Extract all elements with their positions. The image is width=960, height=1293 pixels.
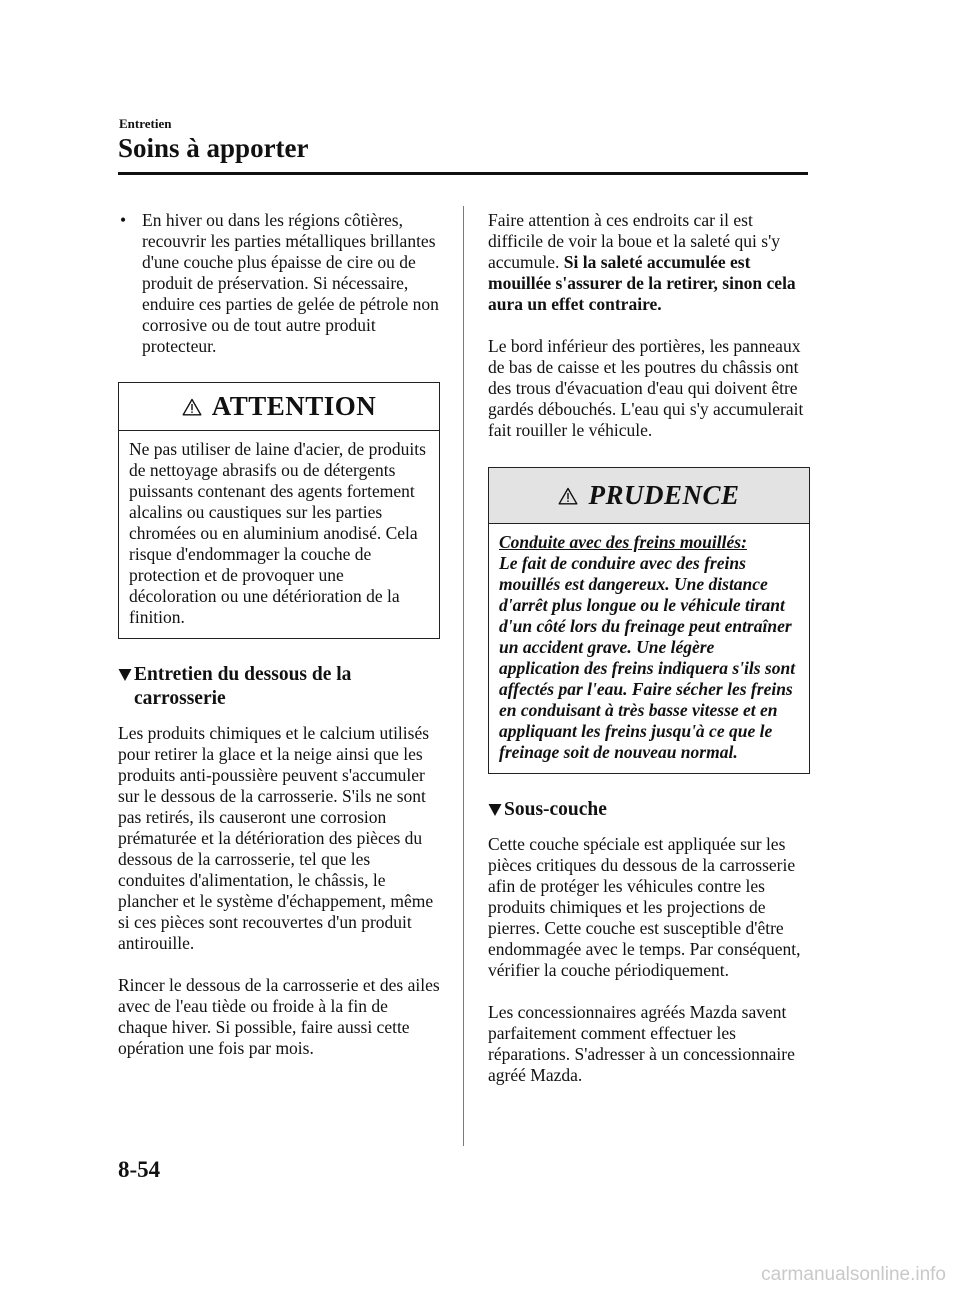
attention-title: ATTENTION <box>211 391 377 421</box>
bullet-dot-icon: • <box>120 210 127 230</box>
prudence-text: Le fait de conduire avec des freins mouillés est dangereux. Une distance d'arrêt plus longue ou le véhicule tirant d'un côté lors du freinage peut entraîner un accident grave. Une légère application des freins indiquera s'ils sont affectés par l'eau. Faire sécher les freins en conduisant à très basse vitesse et en appliquant les freins jusqu'à ce que le freinage soit de nouveau normal. <box>499 553 796 762</box>
right-paragraph-1-bold: Si la saleté accumulée est mouillée s'assurer de la retirer, sinon cela aura un effet contraire. <box>488 252 796 314</box>
prudence-title: PRUDENCE <box>588 480 740 510</box>
section-label: Entretien <box>119 116 172 131</box>
column-divider <box>463 206 464 1146</box>
triangle-down-icon <box>488 803 502 817</box>
attention-header <box>119 383 439 431</box>
header-rule <box>118 172 808 175</box>
right-paragraph-1 <box>488 210 810 315</box>
prudence-heading: Conduite avec des freins mouillés: <box>499 532 747 552</box>
subheading-underbody-text: Entretien du dessous de la carrosserie <box>134 664 352 709</box>
right-column <box>488 210 810 1086</box>
right-paragraph-2: Le bord inférieur des portières, les panneaux de bas de caisse et les poutres du châssis ont des trous d'évacuation d'eau qui doivent être gardés débouchés. L'eau qui s'y accumulerait fait rouiller le véhicule. <box>488 336 804 440</box>
undercoat-paragraph: Cette couche spéciale est appliquée sur les pièces critiques du dessous de la carrosserie afin de protéger les véhicules contre les produits chimiques et les projections de pierres. Cette couche est susceptible d'être endommagée avec le temps. Par conséquent, vérifier la couche périodiquement. <box>488 834 801 980</box>
bullet-text: En hiver ou dans les régions côtières, recouvrir les parties métalliques brillantes d'une couche plus épaisse de cire ou de produit de préservation. Si nécessaire, enduire ces parties de gelée de pétrole non corrosive ou de tout autre produit protecteur. <box>142 210 439 356</box>
prudence-body <box>489 524 809 773</box>
subheading-underbody <box>118 663 440 711</box>
attention-text: Ne pas utiliser de laine d'acier, de produits de nettoyage abrasifs ou de détergents puissants contenant des agents fortement alcalins ou caustiques sur les parties chromées ou en aluminium anodisé. Cela risque d'endommager la couche de protection et de provoquer une décoloration ou une détérioration de la finition. <box>129 439 426 627</box>
triangle-down-icon <box>118 668 132 682</box>
warning-triangle-icon <box>182 398 202 416</box>
left-column <box>118 210 440 1059</box>
attention-box <box>118 382 440 639</box>
prudence-header <box>489 468 809 524</box>
right-paragraph-1-regular: Faire attention à ces endroits car il est difficile de voir la boue et la saleté qui s'y accumule. <box>488 210 780 272</box>
prudence-box <box>488 467 810 774</box>
page-title: Soins à apporter <box>118 133 309 163</box>
subheading-undercoat <box>488 798 810 822</box>
subheading-undercoat-text: Sous-couche <box>504 799 607 820</box>
watermark: carmanualsonline.info <box>761 1264 946 1285</box>
attention-body <box>119 431 439 638</box>
dealer-paragraph: Les concessionnaires agréés Mazda savent parfaitement comment effectuer les réparations. S'adresser à un concessionnaire agréé Mazda. <box>488 1002 795 1085</box>
warning-triangle-icon <box>558 487 578 505</box>
underbody-paragraph-2: Rincer le dessous de la carrosserie et des ailes avec de l'eau tiède ou froide à la fin de chaque hiver. Si possible, faire aussi cette opération une fois par mois. <box>118 975 440 1058</box>
page-number: 8-54 <box>118 1157 161 1182</box>
underbody-paragraph-1: Les produits chimiques et le calcium utilisés pour retirer la glace et la neige ainsi que les produits anti-poussière peuvent s'accumuler sur le dessous de la carrosserie. S'ils ne sont pas retirés, ils causeront une corrosion prématurée et la détérioration des pièces du dessous de la carrosserie, tel que les conduites d'alimentation, le châssis, le plancher et le système d'échappement, même si ces pièces sont recouvertes d'un produit antirouille. <box>118 723 434 953</box>
bullet-item <box>118 210 440 357</box>
